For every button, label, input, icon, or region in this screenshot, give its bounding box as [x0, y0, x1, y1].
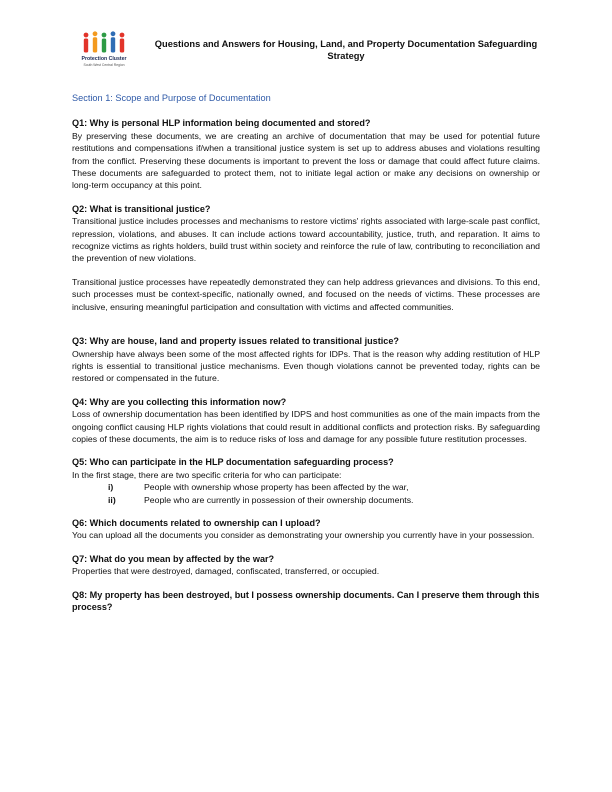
criteria-number: i): [108, 482, 114, 493]
criteria-item: [72, 481, 540, 493]
question-5: Q5: Who can participate in the HLP documentation safeguarding process?: [72, 457, 394, 468]
title-line-2: Strategy: [327, 51, 365, 61]
document-body: [72, 92, 540, 613]
figure-body: [93, 37, 97, 52]
answer-2-paragraph-1: Transitional justice includes processes and mechanisms to restore victims' rights associated with large-scale past conflict, repression, violations, and abuses. It can include actions toward accountability, justice, truth, and reparation. It aims to recognize victims as rights holders, build trust within society and reinforce the rule of law, contributing to reconciliation and the prevention of new violations.: [72, 216, 540, 264]
criteria-number: ii): [108, 494, 116, 505]
logo-name: Protection Cluster: [81, 56, 127, 62]
answer-7: Properties that were destroyed, damaged, confiscated, transferred, or occupied.: [72, 566, 380, 577]
figure-head: [84, 33, 89, 38]
question-8: Q8: My property has been destroyed, but I possess ownership documents. Can I preserve them through this process?: [72, 589, 540, 612]
answer-6: You can upload all the documents you consider as demonstrating your ownership you currently have in your possession.: [72, 530, 535, 541]
people-figures-icon: [76, 30, 132, 56]
criteria-item: [72, 494, 540, 506]
question-4: Q4: Why are you collecting this information now?: [72, 396, 287, 407]
question-2: Q2: What is transitional justice?: [72, 203, 211, 214]
question-1: Q1: Why is personal HLP information being documented and stored?: [72, 118, 371, 129]
figure-head: [111, 31, 116, 36]
answer-1: By preserving these documents, we are creating an archive of documentation that may be used for potential future restitutions and compensations if/when a transitional justice system is set up to address abuses and violations resulting from the conflict. Preserving these documents is important to prevent the loss or damage that could affect future claims. These documents are safeguarded to protect them, not to initiate legal action or make any decisions on ownership or long-term occupancy at this point.: [72, 130, 540, 191]
answer-2-paragraph-2: Transitional justice processes have repeatedly demonstrated they can help address grievances and divisions. To this end, such processes must be context-specific, nationally owned, and focused on the needs of victims. These processes are inclusive, ensuring meaningful participation and consultation with victims and affected communities.: [72, 276, 540, 312]
figure-body: [102, 39, 106, 53]
figure-body: [111, 37, 115, 52]
answer-4: Loss of ownership documentation has been identified by IDPS and host communities as one of the main impacts from the ongoing conflict causing HLP rights violations that could result in additional conflicts and protection risks. By safeguarding copies of these documents, the aim is to reduce risks of loss and damage for any possible future restitution processes.: [72, 409, 540, 444]
figure-body: [84, 39, 88, 53]
criteria-text: People with ownership whose property has been affected by the war,: [144, 482, 409, 493]
title-line-1: Questions and Answers for Housing, Land, and Property Documentation Safeguarding: [154, 39, 538, 49]
question-7: Q7: What do you mean by affected by the war?: [72, 553, 275, 564]
logo-tagline: South West Central Region: [83, 63, 125, 67]
answer-5: In the first stage, there are two specific criteria for who can participate:: [72, 469, 342, 480]
figure-head: [93, 31, 98, 36]
criteria-text: People who are currently in possession of their ownership documents.: [144, 494, 414, 505]
question-6: Q6: Which documents related to ownership can I upload?: [72, 517, 321, 528]
protection-cluster-logo: [76, 30, 132, 76]
document-title: [142, 38, 550, 62]
figure-head: [102, 33, 107, 38]
figure-body: [120, 39, 124, 53]
answer-3: Ownership have always been some of the most affected rights for IDPs. That is the reason why adding restitution of HLP rights is essential to transitional justice mechanisms. Even though violations cannot be prevented today, rights can be restored or compensated in the future.: [72, 348, 540, 384]
question-3: Q3: Why are house, land and property issues related to transitional justice?: [72, 336, 399, 347]
figure-head: [120, 33, 125, 38]
section-title: Section 1: Scope and Purpose of Documentation: [72, 93, 271, 103]
